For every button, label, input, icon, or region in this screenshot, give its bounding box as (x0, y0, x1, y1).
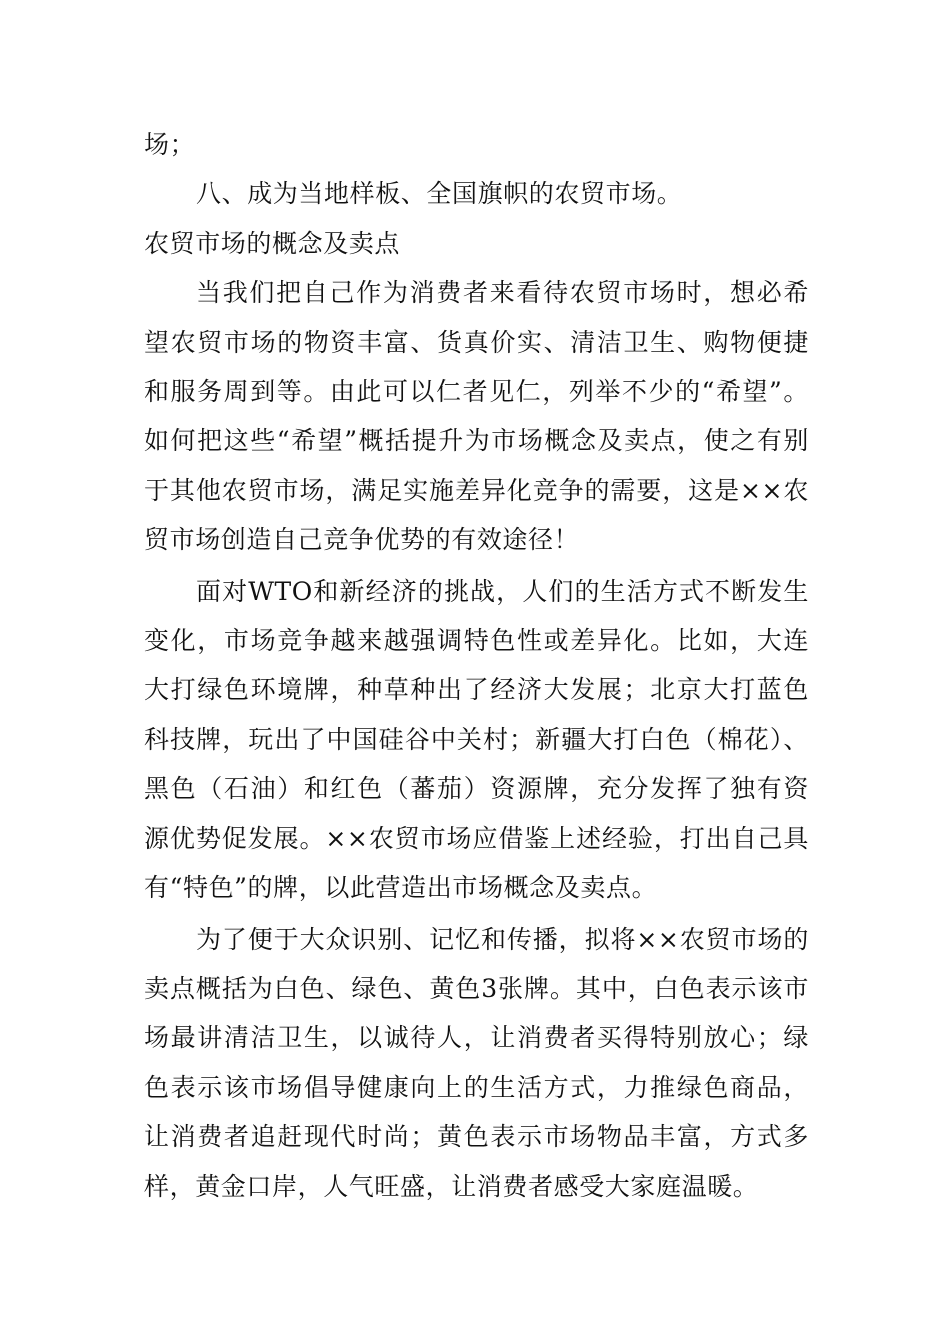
list-item-eight: 八、成为当地样板、全国旗帜的农贸市场。 (196, 179, 683, 209)
paragraph-consumer-hopes: 当我们把自己作为消费者来看待农贸市场时，想必希望农贸市场的物资丰富、货真价实、清洁卫生、购物便捷和服务周到等。由此可以仁者见仁，列举不少的“希望”。如何把这些“希望”概括提升为市场概念及卖点，使之有别于其他农贸市场，满足实施差异化竞争的需要，这是××农贸市场创造自己竞争优势的有效途径！ (144, 278, 809, 555)
continuation-line: 场； (144, 130, 196, 159)
paragraph-differentiation: 面对WTO和新经济的挑战，人们的生活方式不断发生变化，市场竞争越来越强调特色性或差异化。比如，大连大打绿色环境牌，种草种出了经济大发展；北京大打蓝色科技牌，玩出了中国硅谷中关村；新疆大打白色（棉花）、黑色（石油）和红色（蕃茄）资源牌，充分发挥了独有资源优势促发展。××农贸市场应借鉴上述经验，打出自己具有“特色”的牌，以此营造出市场概念及卖点。 (144, 576, 809, 903)
paragraph-selling-points: 为了便于大众识别、记忆和传播，拟将××农贸市场的卖点概括为白色、绿色、黄色3张牌。其中，白色表示该市场最讲清洁卫生，以诚待人，让消费者买得特别放心；绿色表示该市场倡导健康向上的生活方式，力推绿色商品，让消费者追赶现代时尚；黄色表示市场物品丰富，方式多样，黄金口岸，人气旺盛，让消费者感受大家庭温暖。 (144, 924, 809, 1201)
section-title: 农贸市场的概念及卖点 (144, 228, 401, 258)
document-page (144, 120, 809, 1211)
